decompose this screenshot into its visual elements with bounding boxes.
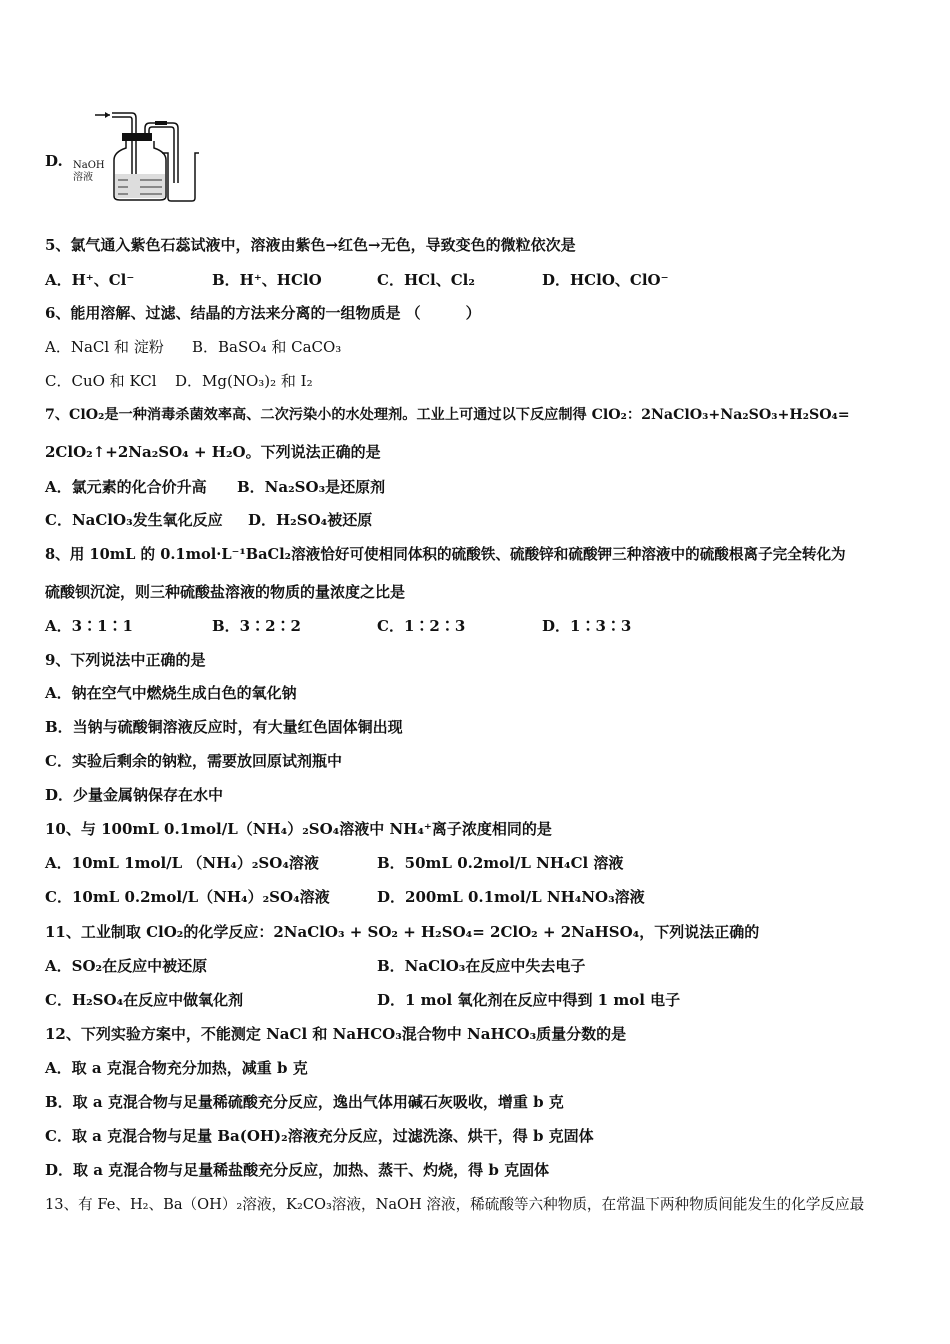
q12-option-c: C．取 a 克混合物与足量 Ba(OH)₂溶液充分反应，过滤洗涤、烘干，得 b 克固体: [45, 1127, 594, 1145]
q7-option-d: D．H₂SO₄被还原: [248, 511, 373, 529]
q9-option-b: B．当钠与硫酸铜溶液反应时，有大量红色固体铜出现: [45, 718, 403, 736]
q8-stem-line2: 硫酸钡沉淀，则三种硫酸盐溶液的物质的量浓度之比是: [45, 583, 406, 601]
q10-option-d: D．200mL 0.1mol/L NH₄NO₃溶液: [377, 888, 645, 906]
q6-option-d: D．Mg(NO₃)₂ 和 I₂: [175, 372, 313, 390]
q11-stem: 11、工业制取 ClO₂的化学反应：2NaClO₃ + SO₂ + H₂SO₄= 2ClO₂ + 2NaHSO₄，下列说法正确的: [45, 923, 760, 941]
q10-option-a: A．10mL 1mol/L （NH₄）₂SO₄溶液: [45, 854, 319, 872]
q12-stem: 12、下列实验方案中，不能测定 NaCl 和 NaHCO₃混合物中 NaHCO₃质量分数的是: [45, 1025, 627, 1043]
q9-stem: 9、下列说法中正确的是: [45, 651, 206, 669]
q7-stem-line1: 7、ClO₂是一种消毒杀菌效率高、二次污染小的水处理剂。工业上可通过以下反应制得 ClO₂：2NaClO₃+Na₂SO₃+H₂SO₄=: [45, 407, 850, 423]
q11-option-c: C．H₂SO₄在反应中做氧化剂: [45, 991, 244, 1009]
q9-option-c: C．实验后剩余的钠粒，需要放回原试剂瓶中: [45, 752, 342, 770]
q8-option-b: B．3∶2∶2: [212, 617, 301, 635]
q8-option-c: C．1∶2∶3: [377, 617, 466, 635]
q8-option-d: D．1∶3∶3: [542, 617, 632, 635]
q9-option-a: A．钠在空气中燃烧生成白色的氧化钠: [45, 684, 297, 702]
q11-option-b: B．NaClO₃在反应中失去电子: [377, 957, 586, 975]
q6-option-c: C．CuO 和 KCl: [45, 372, 157, 390]
q12-option-b: B．取 a 克混合物与足量稀硫酸充分反应，逸出气体用碱石灰吸收，增重 b 克: [45, 1093, 564, 1111]
q9-option-d: D．少量金属钠保存在水中: [45, 786, 224, 804]
q8-option-a: A．3∶1∶1: [45, 617, 133, 635]
q11-option-a: A．SO₂在反应中被还原: [45, 957, 208, 975]
q13-stem: 13、有 Fe、H₂、Ba（OH）₂溶液，K₂CO₃溶液，NaOH 溶液，稀硫酸等六种物质，在常温下两种物质间能发生的化学反应最: [45, 1196, 865, 1213]
q5-stem: 5、氯气通入紫色石蕊试液中，溶液由紫色→红色→无色，导致变色的微粒依次是: [45, 236, 576, 254]
q5-option-c: C．HCl、Cl₂: [377, 271, 475, 289]
q10-stem: 10、与 100mL 0.1mol/L（NH₄）₂SO₄溶液中 NH₄⁺离子浓度相同的是: [45, 820, 552, 838]
q11-option-d: D．1 mol 氧化剂在反应中得到 1 mol 电子: [377, 991, 681, 1009]
gas-washing-apparatus-figure: [70, 108, 205, 203]
q8-stem-line1: 8、用 10mL 的 0.1mol·L⁻¹BaCl₂溶液恰好可使相同体积的硫酸铁、硫酸锌和硫酸钾三种溶液中的硫酸根离子完全转化为: [45, 546, 846, 563]
q7-option-b: B．Na₂SO₃是还原剂: [237, 478, 386, 496]
q5-option-d: D．HClO、ClO⁻: [542, 271, 669, 289]
q12-option-d: D．取 a 克混合物与足量稀盐酸充分反应，加热、蒸干、灼烧，得 b 克固体: [45, 1161, 550, 1179]
q7-stem-line2: 2ClO₂↑+2Na₂SO₄ + H₂O。下列说法正确的是: [45, 443, 381, 461]
q10-option-b: B．50mL 0.2mol/L NH₄Cl 溶液: [377, 854, 624, 872]
q6-option-b: B．BaSO₄ 和 CaCO₃: [192, 338, 342, 356]
q12-option-a: A．取 a 克混合物充分加热，减重 b 克: [45, 1059, 308, 1077]
q6-stem: 6、能用溶解、过滤、结晶的方法来分离的一组物质是 （ ）: [45, 304, 481, 322]
q7-option-a: A．氯元素的化合价升高: [45, 478, 207, 496]
figure-label-naoh: NaOH: [73, 160, 105, 171]
q7-option-c: C．NaClO₃发生氧化反应: [45, 511, 223, 529]
q6-option-a: A．NaCl 和 淀粉: [45, 338, 164, 356]
q5-option-a: A．H⁺、Cl⁻: [45, 271, 135, 289]
q4-option-d-label: D.: [45, 152, 63, 170]
figure-label-solution: 溶液: [73, 172, 93, 183]
q5-option-b: B．H⁺、HClO: [212, 271, 322, 289]
q10-option-c: C．10mL 0.2mol/L（NH₄）₂SO₄溶液: [45, 888, 330, 906]
